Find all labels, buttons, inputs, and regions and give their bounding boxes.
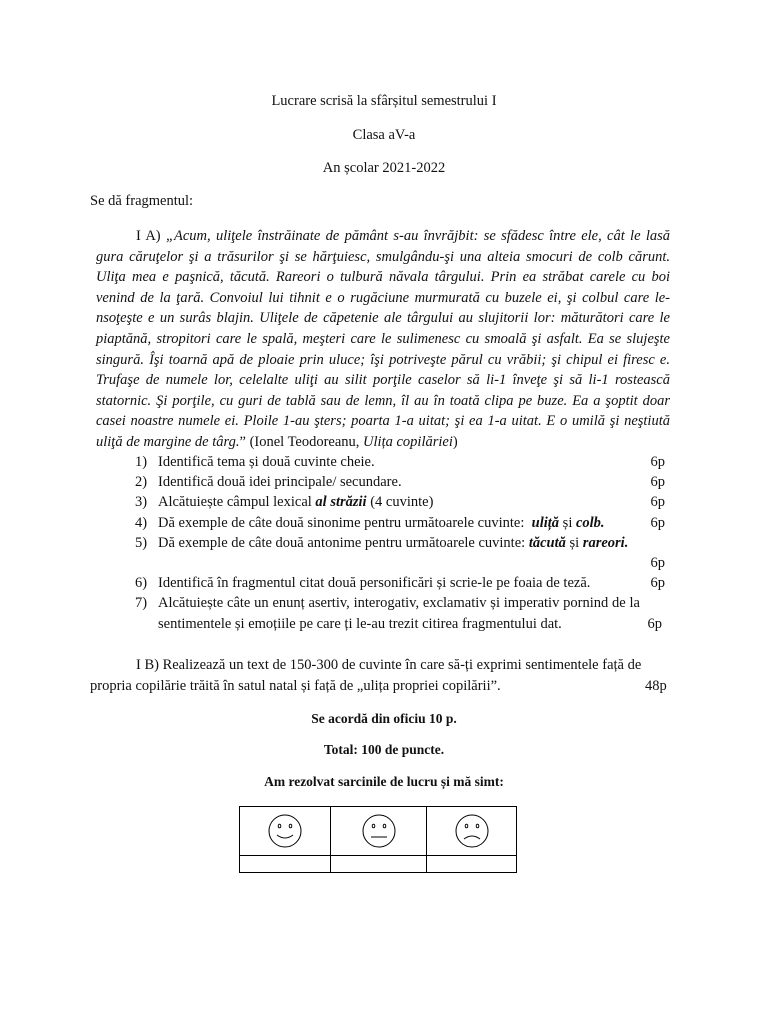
oficiu-note: Se acordă din oficiu 10 p. — [311, 711, 457, 726]
neutral-mark-cell[interactable] — [331, 856, 427, 873]
part-b-line1: I B) Realizează un text de 150-300 de cuvinte în care să-ți exprimi sentimentele față de — [136, 657, 642, 673]
task-keyword: tăcută — [528, 534, 566, 551]
fragment-source-suffix: ) — [452, 433, 458, 450]
intro-text: Se dă fragmentul: — [90, 193, 194, 209]
fragment-quote-close: ” — [239, 433, 246, 450]
task-item — [135, 472, 670, 492]
task-item — [135, 513, 670, 533]
part-a-label: I A) — [136, 228, 166, 244]
task-keyword: colb. — [575, 514, 605, 531]
task-keyword: uliță — [531, 514, 560, 531]
happy-cell[interactable] — [240, 807, 331, 856]
sad-cell[interactable] — [427, 807, 517, 856]
happy-mark-cell[interactable] — [240, 856, 331, 873]
total-points: Total: 100 de puncte. — [323, 742, 445, 757]
task-text-part: Alcătuiește câmpul lexical — [158, 494, 316, 511]
task-points: 6p — [650, 575, 665, 592]
task-text: Identifică tema și două cuvinte cheie. — [158, 454, 375, 470]
happy-face-icon — [267, 813, 303, 849]
task-item — [135, 492, 670, 512]
neutral-face-icon — [361, 813, 397, 849]
school-year: An școlar 2021-2022 — [322, 160, 446, 176]
task-points: 6p — [650, 454, 665, 470]
fragment-source-prefix: (Ionel Teodoreanu, — [245, 433, 364, 450]
fragment-paragraph — [96, 226, 670, 453]
task-text: Identifică în fragmentul citat două personificări și scrie-le pe foaia de teză. — [158, 575, 591, 592]
task-item — [135, 452, 670, 472]
task-list — [135, 452, 670, 634]
task-number: 3) — [135, 494, 148, 511]
task-text — [158, 533, 670, 553]
task-keyword: rareori. — [582, 534, 629, 551]
task-number: 4) — [135, 514, 148, 531]
task-text — [158, 513, 670, 533]
task-text-part: Dă exemple de câte două antonime pentru următoarele cuvinte: — [158, 534, 529, 551]
exam-title: Lucrare scrisă la sfârșitul semestrului I — [271, 93, 497, 109]
class-label: Clasa aV-a — [352, 127, 416, 143]
self-eval-table — [239, 806, 517, 873]
task-text-part: Dă exemple de câte două sinonime pentru următoarele cuvinte: — [158, 514, 532, 531]
task-item — [135, 573, 670, 593]
task-text — [158, 492, 670, 512]
task-number: 6) — [135, 575, 148, 592]
task-number: 1) — [135, 454, 148, 470]
task-points: 6p — [647, 615, 662, 632]
task-keyword: al străzii — [315, 494, 367, 511]
neutral-cell[interactable] — [331, 807, 427, 856]
sad-face-icon — [454, 813, 490, 849]
task-points: 6p — [650, 514, 665, 531]
task-item — [135, 533, 670, 573]
task-number: 2) — [135, 474, 148, 491]
self-eval-prompt: Am rezolvat sarcinile de lucru și mă simt: — [264, 774, 504, 789]
fragment-source-title: Ulița copilăriei — [363, 433, 453, 450]
part-b-line2: propria copilărie trăită în satul natal și față de „ulița propriei copilării”. — [90, 678, 501, 694]
task-number: 7) — [135, 595, 148, 612]
task-text: Alcătuiește câte un enunț asertiv, interogativ, exclamativ și imperativ pornind de la sentimentele și emoțiile pe care ți le-au trezit citirea fragmentului dat. — [158, 595, 640, 632]
task-points: 6p — [650, 474, 665, 491]
task-number: 5) — [135, 534, 148, 551]
task-item — [135, 593, 670, 633]
task-text-part: și — [565, 534, 583, 551]
task-text: Identifică două idei principale/ secundare. — [158, 474, 402, 491]
task-text-part: și — [559, 514, 576, 531]
task-points: 6p — [650, 555, 665, 571]
sad-mark-cell[interactable] — [427, 856, 517, 873]
fragment-text: „Acum, uliţele înstrăinate de pământ s-au învrăjbit: se sfădesc între ele, cât le lasă gura căruţelor şi a trăsurilor şi se hărţuiesc, smulgându-şi una alteia smocuri de colb cărunt. Uliţa mea e paşnică, tăcută. Rareori o tulbură năvala târgului. Prin ea străbat carele cu boi venind de la ţară. Convoiul lui tihnit e o rugăciune murmurată cu buzele ei, şi colbul care le-nsoţeşte e un surâs blajin. Uliţele de căpetenie ale târgului au slujitorii lor: măturători care le piaptănă, stropitori care le spală, meşteri care le sulimenesc cu smoală şi asfalt. Ea se slujeşte singură. Îşi toarnă apă de ploaie prin uluce; îşi potriveşte părul cu vrăbii; şi chipul ei firesc e. Trufaşe de numele lor, celelalte uliţi au silit porţile caselor să li-1 înveţe şi să li-1 rostească statornic. Şi porţile, cu guri de tablă sau de lemn, îl au în toată clipa pe buze. Ea a şoptit doar casei noastre numele ei. Ploile 1-au şters; poarta 1-a uitat; şi ea 1-a uitat. E o umilă şi neştiută uliţă de margine de târg. — [96, 228, 670, 450]
task-points: 6p — [650, 494, 665, 511]
task-text-part: (4 cuvinte) — [366, 494, 434, 511]
part-b-points: 48p — [645, 678, 667, 694]
